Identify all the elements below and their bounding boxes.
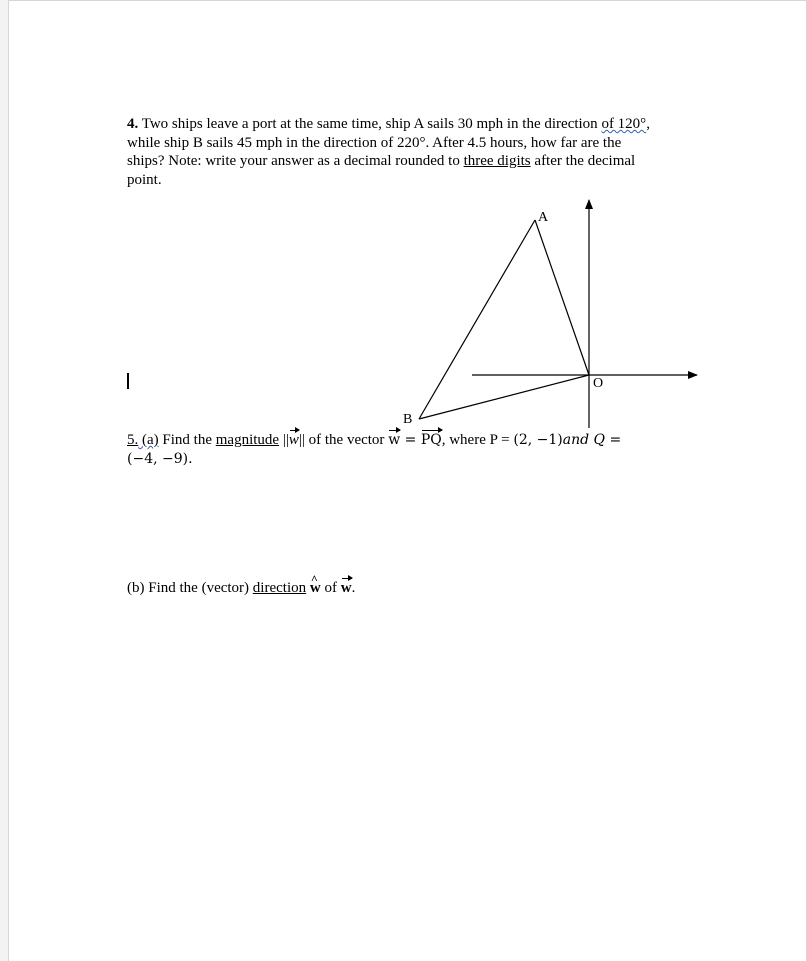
- equals-sign-2: =: [605, 432, 622, 448]
- part-b-text: (b) Find the (vector): [127, 580, 253, 596]
- problem-4-note: ships? Note: write your answer as a decimal rounded to: [127, 153, 464, 169]
- problem-4-note-end: after the decimal: [530, 153, 636, 169]
- of-text: of: [320, 580, 341, 596]
- vector-w: w: [388, 432, 401, 448]
- problem-4-text: Two ships leave a port at the same time, ship A sails 30 mph in the direction: [138, 116, 602, 132]
- direction-a-underlined: of 120°: [601, 116, 647, 132]
- problem-5a-paragraph[interactable]: [127, 431, 702, 468]
- unit-vector-w-hat: ^ w: [310, 579, 321, 598]
- segment-ab: [419, 220, 535, 419]
- text-cursor: [127, 373, 129, 389]
- and-q-text: and Q: [562, 432, 605, 448]
- equals-sign: =: [400, 432, 421, 448]
- label-o: O: [593, 376, 604, 391]
- segment-bo: [419, 375, 589, 419]
- of-the-vector-text: of the vector: [304, 432, 389, 448]
- where-p-text: , where P =: [441, 432, 514, 448]
- part-a-text: Find the: [158, 432, 216, 448]
- problem-5-number: 5.: [127, 432, 139, 448]
- vector-w-in-norm: w: [288, 432, 299, 448]
- segment-oa: [535, 220, 589, 375]
- problem-5b-paragraph[interactable]: [127, 579, 702, 598]
- norm-open: ||: [279, 432, 289, 448]
- label-b: B: [403, 412, 413, 427]
- three-digits-underlined: three digits: [463, 153, 531, 169]
- problem-4-number: 4.: [127, 116, 139, 132]
- magnitude-underlined: magnitude: [215, 432, 280, 448]
- norm-close: ||: [298, 432, 305, 448]
- problem-5b-line: [127, 579, 702, 598]
- vector-pq: PQ: [420, 432, 442, 448]
- problem-5a-line-1: [127, 431, 702, 450]
- point-q-value: (−4, −9).: [127, 450, 193, 467]
- label-a: A: [538, 210, 549, 225]
- problem-4-line-2: while ship B sails 45 mph in the direction of 220°. After 4.5 hours, how far are the: [127, 134, 622, 151]
- part-a-marker: (a): [138, 432, 159, 448]
- point-p-value: (2, −1): [513, 432, 563, 448]
- direction-underlined: direction: [252, 580, 307, 596]
- problem-4-comma: ,: [646, 116, 650, 132]
- problem-4-line-4: point.: [127, 171, 162, 188]
- vector-w-bold: w: [340, 580, 352, 596]
- period: .: [351, 580, 356, 596]
